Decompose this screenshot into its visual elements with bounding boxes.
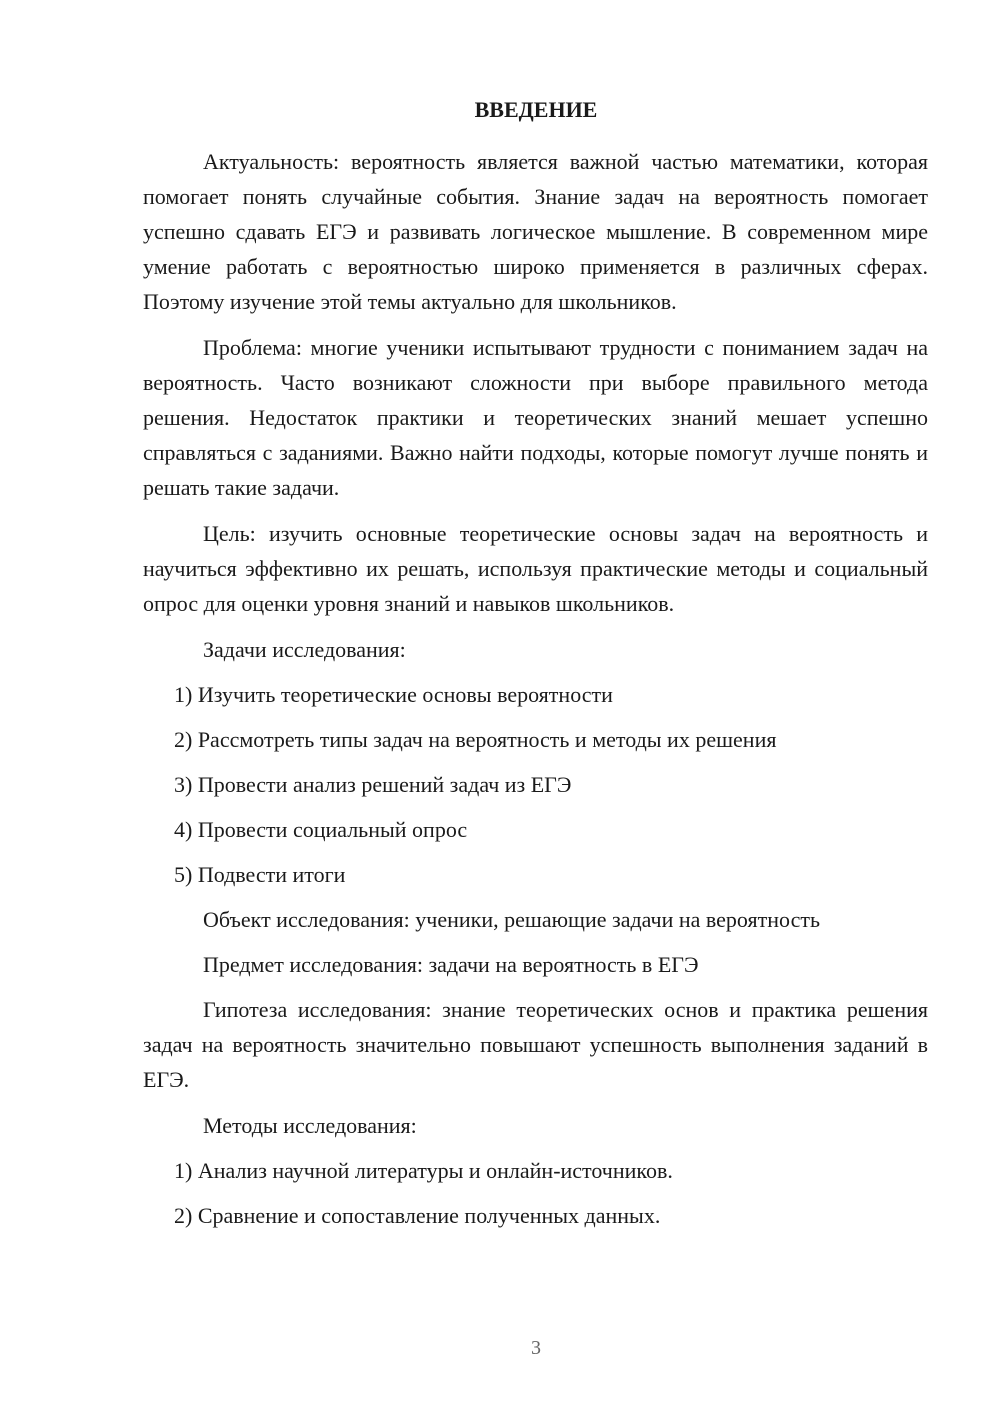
page-title: ВВЕДЕНИЕ — [474, 97, 598, 122]
page-number: 3 — [531, 1337, 541, 1359]
tasks-list — [143, 677, 928, 892]
list-item: 5) Подвести итоги — [174, 862, 346, 887]
list-item: 2) Рассмотреть типы задач на вероятность и методы их решения — [174, 727, 777, 752]
subject-paragraph: Предмет исследования: задачи на вероятность в ЕГЭ — [203, 952, 699, 977]
list-item: 4) Провести социальный опрос — [174, 817, 468, 842]
object-paragraph: Объект исследования: ученики, решающие задачи на вероятность — [203, 907, 820, 932]
relevance-paragraph: Актуальность: вероятность является важной частью математики, которая помогает понять случайные события. Знание задач на вероятность помогает успешно сдавать ЕГЭ и развивать логическое мышление. В современном мире умение работать с вероятностью широко применяется в различных сферах. Поэтому изучение этой темы актуально для школьников. — [143, 149, 928, 314]
tasks-heading: Задачи исследования: — [203, 637, 406, 662]
methods-list — [143, 1153, 928, 1233]
problem-paragraph: Проблема: многие ученики испытывают трудности с пониманием задач на вероятность. Часто возникают сложности при выборе правильного метода решения. Недостаток практики и теоретических знаний мешает успешно справляться с заданиями. Важно найти подходы, которые помогут лучше понять и решать такие задачи. — [143, 335, 928, 500]
hypothesis-paragraph: Гипотеза исследования: знание теоретических основ и практика решения задач на вероятность значительно повышают успешность выполнения заданий в ЕГЭ. — [143, 997, 928, 1092]
methods-heading: Методы исследования: — [203, 1113, 417, 1138]
list-item: 3) Провести анализ решений задач из ЕГЭ — [174, 772, 572, 797]
document-body — [143, 144, 928, 1243]
list-item: 2) Сравнение и сопоставление полученных данных. — [174, 1203, 661, 1228]
goal-paragraph: Цель: изучить основные теоретические основы задач на вероятность и научиться эффективно их решать, используя практические методы и социальный опрос для оценки уровня знаний и навыков школьников. — [143, 521, 928, 616]
list-item: 1) Анализ научной литературы и онлайн-источников. — [174, 1158, 673, 1183]
list-item: 1) Изучить теоретические основы вероятности — [174, 682, 613, 707]
